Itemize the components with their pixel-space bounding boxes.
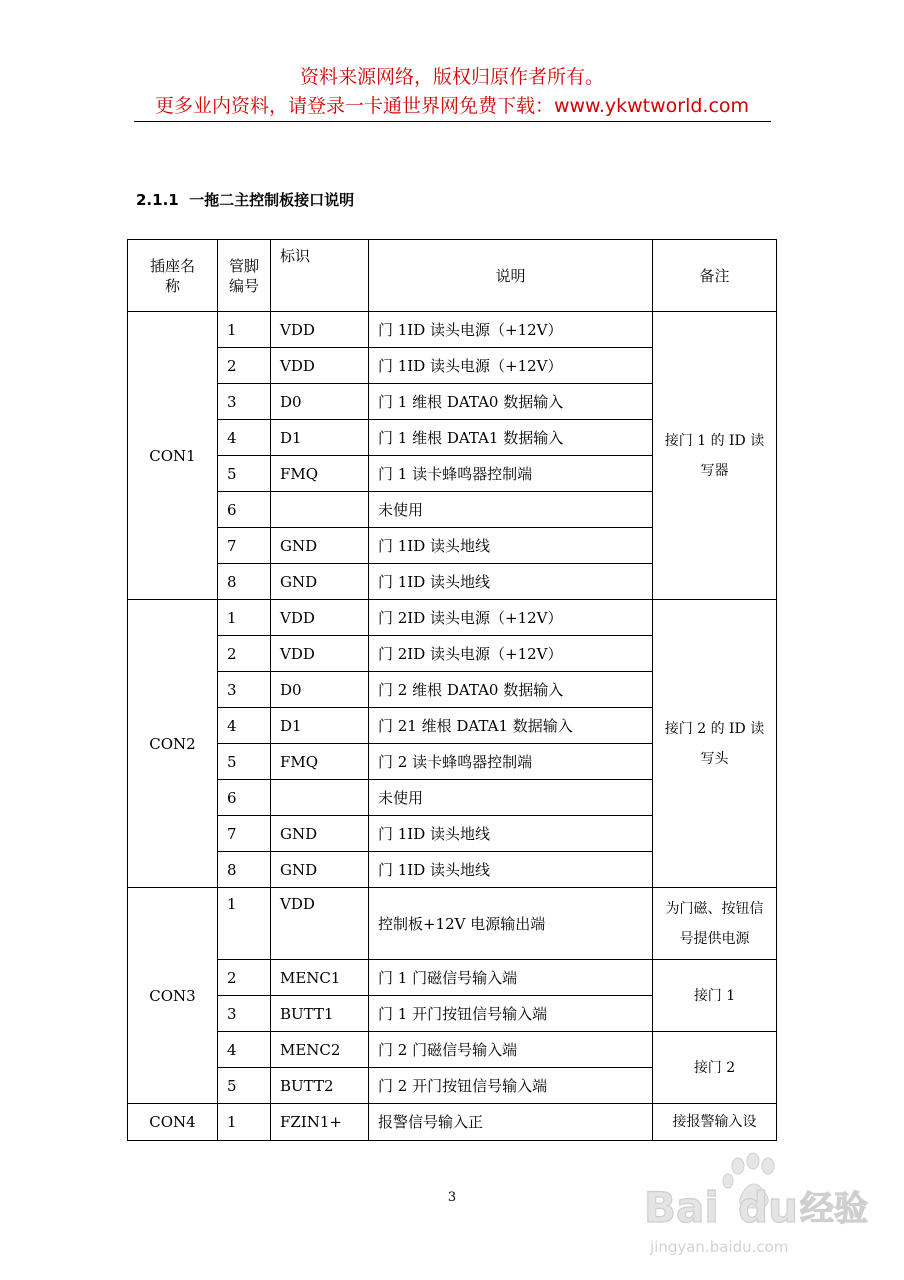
watermark-url: jingyan.baidu.com (650, 1238, 789, 1256)
desc-cell: 门 1ID 读头地线 (369, 528, 653, 564)
pin-cell: 8 (218, 852, 271, 888)
label-cell: D0 (271, 672, 369, 708)
label-cell: BUTT1 (271, 996, 369, 1032)
label-cell: FMQ (271, 744, 369, 780)
table-row (128, 600, 777, 636)
pin-cell: 4 (218, 1032, 271, 1068)
table-row (128, 888, 777, 960)
socket-con1: CON1 (128, 312, 218, 600)
watermark-brand: Bai (644, 1183, 719, 1232)
pin-cell: 7 (218, 816, 271, 852)
label-cell: MENC1 (271, 960, 369, 996)
desc-cell: 控制板+12V 电源输出端 (369, 888, 653, 960)
label-cell: FMQ (271, 456, 369, 492)
page-number: 3 (447, 1190, 457, 1205)
interface-table (127, 239, 777, 1141)
pin-cell: 6 (218, 492, 271, 528)
header-description: 说明 (369, 240, 653, 312)
desc-cell: 门 1 开门按钮信号输入端 (369, 996, 653, 1032)
desc-cell: 门 1 门磁信号输入端 (369, 960, 653, 996)
remark-con3-door1: 接门 1 (653, 960, 777, 1032)
pin-cell: 7 (218, 528, 271, 564)
desc-cell: 门 21 维根 DATA1 数据输入 (369, 708, 653, 744)
desc-cell: 门 1ID 读头地线 (369, 816, 653, 852)
pin-cell: 3 (218, 384, 271, 420)
remark-con1: 接门 1 的 ID 读 写器 (653, 312, 777, 600)
section-heading (136, 189, 354, 210)
section-number: 2.1.1 (136, 191, 179, 209)
banner-line-1: 资料来源网络，版权归原作者所有。 (299, 66, 604, 88)
label-cell: VDD (271, 888, 369, 960)
label-cell: GND (271, 816, 369, 852)
header-pin-number: 管脚 编号 (218, 240, 271, 312)
label-cell: MENC2 (271, 1032, 369, 1068)
section-title: 一拖二主控制板接口说明 (189, 191, 355, 209)
label-cell (271, 780, 369, 816)
label-cell: D0 (271, 384, 369, 420)
pin-cell: 2 (218, 636, 271, 672)
desc-cell: 门 2ID 读头电源（+12V） (369, 636, 653, 672)
label-cell: D1 (271, 708, 369, 744)
pin-cell: 5 (218, 744, 271, 780)
pin-cell: 3 (218, 672, 271, 708)
pin-cell: 2 (218, 960, 271, 996)
watermark-du: du (738, 1183, 798, 1232)
label-cell: VDD (271, 312, 369, 348)
label-cell: BUTT2 (271, 1068, 369, 1104)
label-cell: GND (271, 852, 369, 888)
remark-con2: 接门 2 的 ID 读 写头 (653, 600, 777, 888)
label-cell: VDD (271, 600, 369, 636)
desc-cell: 门 1ID 读头地线 (369, 852, 653, 888)
label-cell: VDD (271, 636, 369, 672)
label-cell (271, 492, 369, 528)
desc-cell: 门 1 读卡蜂鸣器控制端 (369, 456, 653, 492)
pin-cell: 4 (218, 708, 271, 744)
desc-cell: 门 2 维根 DATA0 数据输入 (369, 672, 653, 708)
desc-cell: 报警信号输入正 (369, 1104, 653, 1141)
desc-cell: 门 1ID 读头地线 (369, 564, 653, 600)
label-cell: GND (271, 564, 369, 600)
pin-cell: 6 (218, 780, 271, 816)
desc-cell: 未使用 (369, 492, 653, 528)
header-label: 标识 (271, 240, 369, 312)
baidu-jingyan-watermark (640, 1148, 890, 1268)
desc-cell: 门 1 维根 DATA1 数据输入 (369, 420, 653, 456)
pin-cell: 5 (218, 456, 271, 492)
pin-cell: 5 (218, 1068, 271, 1104)
desc-cell: 门 2 开门按钮信号输入端 (369, 1068, 653, 1104)
desc-cell: 门 2 读卡蜂鸣器控制端 (369, 744, 653, 780)
banner-line-2: 更多业内资料，请登录一卡通世界网免费下载：www.ykwtworld.com (154, 95, 750, 117)
table-row (128, 1032, 777, 1068)
header-rule (134, 121, 771, 122)
table-row (128, 312, 777, 348)
socket-con4: CON4 (128, 1104, 218, 1141)
header-socket-name: 插座名 称 (128, 240, 218, 312)
pin-cell: 1 (218, 1104, 271, 1141)
desc-cell: 门 1ID 读头电源（+12V） (369, 348, 653, 384)
remark-con3-power: 为门磁、按钮信 号提供电源 (653, 888, 777, 960)
table-header-row (128, 240, 777, 312)
desc-cell: 门 1 维根 DATA0 数据输入 (369, 384, 653, 420)
pin-cell: 4 (218, 420, 271, 456)
desc-cell: 门 2ID 读头电源（+12V） (369, 600, 653, 636)
desc-cell: 未使用 (369, 780, 653, 816)
socket-con3: CON3 (128, 888, 218, 1104)
socket-con2: CON2 (128, 600, 218, 888)
pin-cell: 2 (218, 348, 271, 384)
label-cell: GND (271, 528, 369, 564)
table-row (128, 1104, 777, 1141)
label-cell: VDD (271, 348, 369, 384)
remark-con3-door2: 接门 2 (653, 1032, 777, 1104)
pin-cell: 3 (218, 996, 271, 1032)
watermark-brand-tail: 经验 (800, 1189, 868, 1229)
desc-cell: 门 1ID 读头电源（+12V） (369, 312, 653, 348)
label-cell: D1 (271, 420, 369, 456)
remark-con4: 接报警输入设 (653, 1104, 777, 1141)
desc-cell: 门 2 门磁信号输入端 (369, 1032, 653, 1068)
pin-cell: 1 (218, 600, 271, 636)
table-row (128, 960, 777, 996)
pin-cell: 1 (218, 312, 271, 348)
header-remark: 备注 (653, 240, 777, 312)
pin-cell: 1 (218, 888, 271, 960)
label-cell: FZIN1+ (271, 1104, 369, 1141)
pin-cell: 8 (218, 564, 271, 600)
